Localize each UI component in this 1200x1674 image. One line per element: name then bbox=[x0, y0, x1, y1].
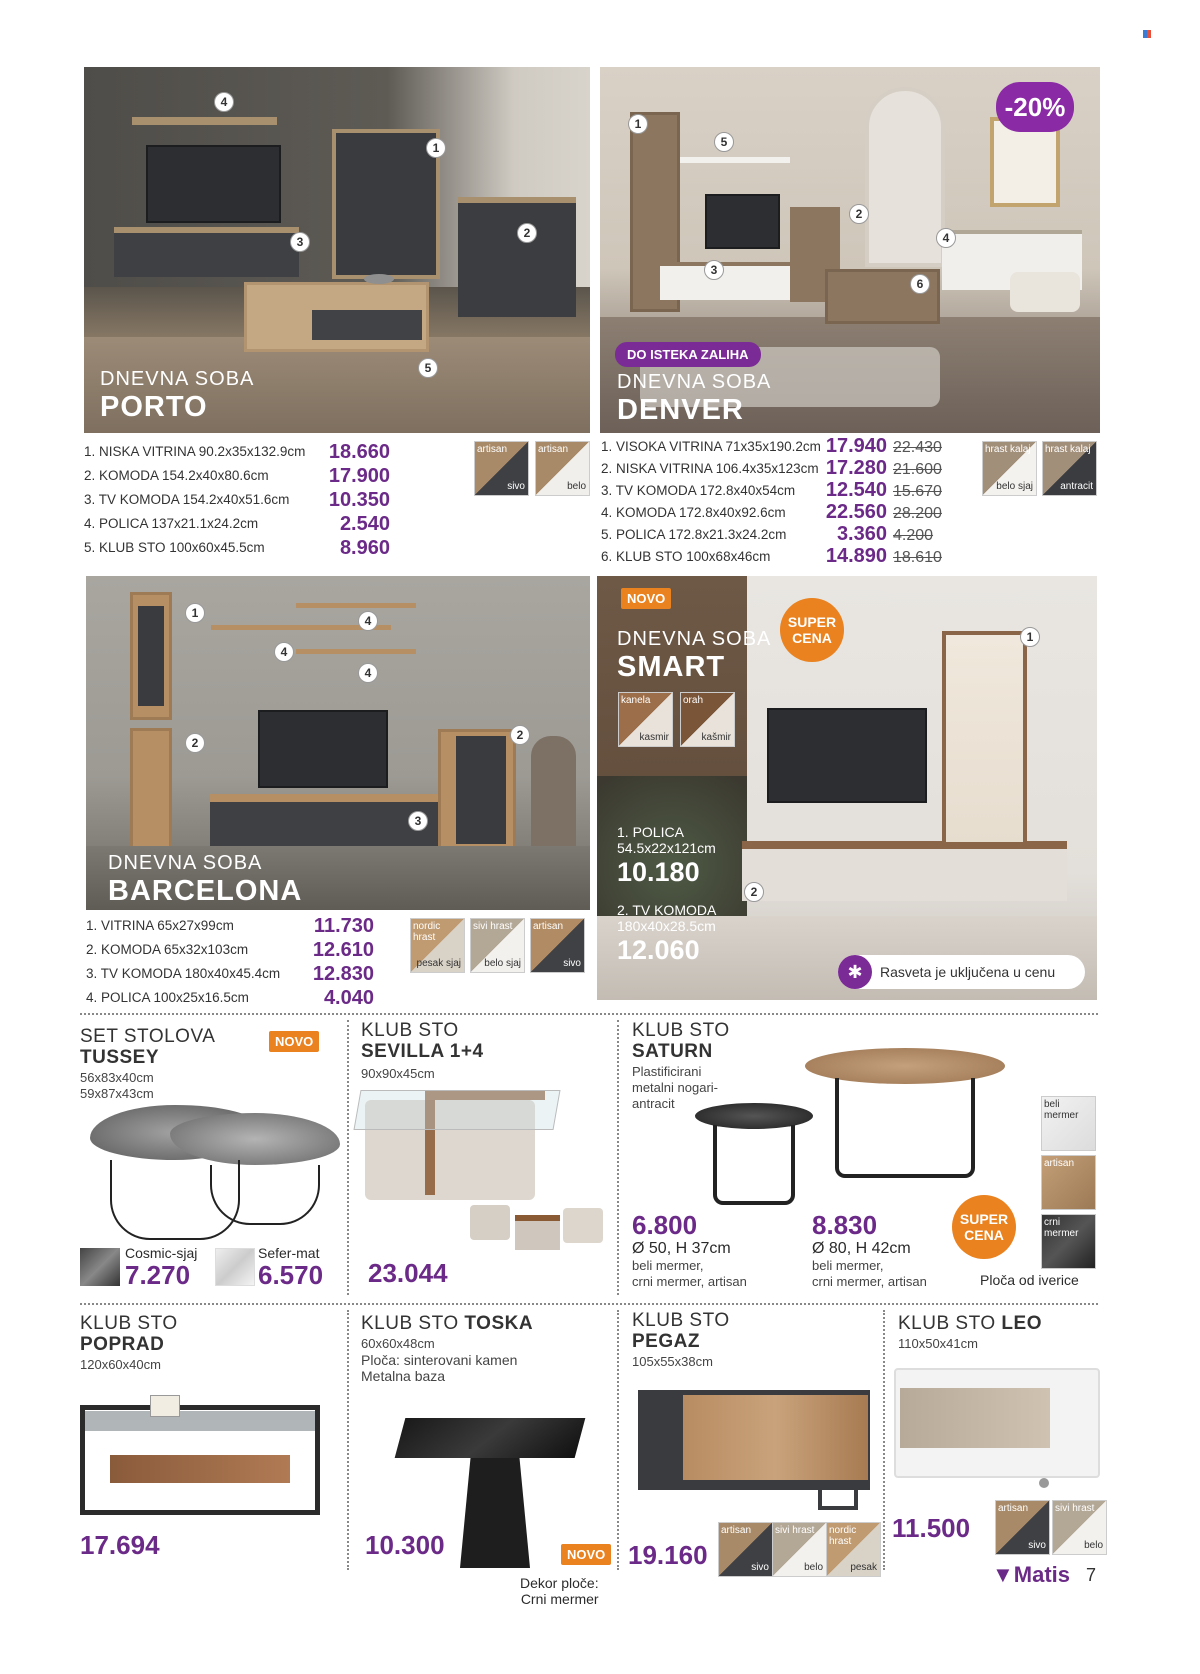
pegaz-dims: 105x55x38cm bbox=[632, 1354, 713, 1369]
leo-price: 11.500 bbox=[892, 1513, 971, 1543]
lightbulb-icon: ✱ bbox=[838, 955, 872, 989]
denver-marker-1: 1 bbox=[628, 114, 648, 134]
smart-novo-badge: NOVO bbox=[621, 588, 671, 609]
barcelona-title: DNEVNA SOBA BARCELONA bbox=[108, 852, 303, 907]
porto-marker-3: 3 bbox=[290, 232, 310, 252]
denver-discount-badge: -20% bbox=[996, 82, 1074, 132]
smart-marker-1: 1 bbox=[1020, 627, 1040, 647]
pegaz-title: KLUB STO PEGAZ bbox=[632, 1310, 730, 1352]
smart-swatch-orah: orah kašmir bbox=[680, 692, 735, 747]
denver-marker-3: 3 bbox=[704, 260, 724, 280]
smart-super-cena-badge: SUPER CENA bbox=[780, 598, 844, 662]
divider-col-3 bbox=[347, 1310, 349, 1570]
porto-item-5: 5. KLUB STO 100x60x45.5cm 8.960 bbox=[84, 537, 390, 559]
divider-col-1 bbox=[347, 1020, 349, 1295]
tussey-swatch-cosmic bbox=[80, 1248, 120, 1286]
denver-swatch-antracit: hrast kalaj antracit bbox=[1042, 441, 1097, 496]
poprad-table-image bbox=[80, 1395, 320, 1525]
porto-item-2: 2. KOMODA 154.2x40x80.6cm 17.900 bbox=[84, 465, 390, 487]
divider-col-4 bbox=[617, 1310, 619, 1570]
porto-marker-2: 2 bbox=[517, 223, 537, 243]
saturn-super-cena-badge: SUPER CENA bbox=[952, 1195, 1016, 1259]
brand-logo: ▼Matis bbox=[992, 1562, 1071, 1587]
barcelona-price-list: 1. VITRINA 65x27x99cm 11.730 2. KOMODA 65x32x103cm 12.610 3. TV KOMODA 180x40x45.4cm 12.830 4. POLICA 100x25x16.5cm 4.040 bbox=[86, 915, 374, 1009]
saturn-swatch-artisan: artisan bbox=[1041, 1155, 1096, 1210]
corner-logo-mark bbox=[1143, 30, 1151, 38]
toska-price: 10.300 bbox=[365, 1530, 445, 1560]
barcelona-marker-4c: 4 bbox=[358, 663, 378, 683]
toska-title: KLUB STO TOSKA bbox=[361, 1313, 534, 1334]
porto-item-4: 4. POLICA 137x21.1x24.2cm 2.540 bbox=[84, 513, 390, 535]
pegaz-swatch-nordic-pesak: nordic hrast pesak bbox=[826, 1522, 881, 1577]
page-number: 7 bbox=[1086, 1565, 1097, 1585]
barcelona-marker-2a: 2 bbox=[185, 733, 205, 753]
saturn-title: KLUB STO SATURN bbox=[632, 1020, 730, 1062]
barcelona-marker-4b: 4 bbox=[274, 642, 294, 662]
porto-item-1: 1. NISKA VITRINA 90.2x35x132.9cm 18.660 bbox=[84, 441, 390, 463]
denver-marker-5: 5 bbox=[714, 132, 734, 152]
denver-marker-6: 6 bbox=[910, 274, 930, 294]
divider-row-2 bbox=[80, 1303, 1098, 1305]
smart-item-2: 2. TV KOMODA 180x40x28.5cm 12.060 bbox=[617, 902, 717, 965]
denver-title: DNEVNA SOBA DENVER bbox=[617, 371, 772, 426]
barcelona-swatch-sivi-hrast: sivi hrast belo sjaj bbox=[470, 918, 525, 973]
tussey-dims: 56x83x40cm 59x87x43cm bbox=[80, 1070, 154, 1101]
barcelona-marker-4a: 4 bbox=[358, 611, 378, 631]
pegaz-swatch-artisan-sivo: artisan sivo bbox=[718, 1522, 773, 1577]
leo-title: KLUB STO LEO bbox=[898, 1313, 1042, 1334]
toska-decor: Dekor ploče: Crni mermer bbox=[520, 1575, 599, 1607]
tussey-swatch-sefer bbox=[215, 1248, 255, 1286]
saturn-desc: Plastificirani metalni nogari- antracit bbox=[632, 1064, 718, 1111]
pegaz-price: 19.160 bbox=[628, 1540, 708, 1570]
sevilla-price: 23.044 bbox=[368, 1258, 448, 1288]
divider-col-2 bbox=[617, 1020, 619, 1295]
saturn-option-2: 8.830 Ø 80, H 42cm beli mermer, crni mermer, artisan bbox=[812, 1210, 927, 1289]
leo-swatch-artisan-sivo: artisan sivo bbox=[995, 1500, 1050, 1555]
barcelona-swatch-nordic-hrast: nordic hrast pesak sjaj bbox=[410, 918, 465, 973]
sevilla-title: KLUB STO SEVILLA 1+4 bbox=[361, 1020, 484, 1062]
smart-light-note: ✱ Rasveta je uključena u cenu bbox=[838, 955, 1085, 989]
barcelona-marker-2b: 2 bbox=[510, 725, 530, 745]
barcelona-swatch-artisan-sivo: artisan sivo bbox=[530, 918, 585, 973]
pegaz-table-image bbox=[638, 1390, 870, 1510]
tussey-novo-badge: NOVO bbox=[269, 1031, 319, 1052]
tussey-option-1: Cosmic-sjaj 7.270 bbox=[125, 1245, 198, 1290]
denver-price-list: 1. VISOKA VITRINA 71x35x190.2cm 17.940 22.430 2. NISKA VITRINA 106.4x35x123cm 17.280 21.600 3. TV KOMODA 172.8x40x54cm 12.540 15.670 4. KOMODA 172.8x40x92.6cm 22.560 28.200 5. POLICA 172.8x21.3x24.2cm 3.360 4.200 6. KLUB STO 100x68x46cm 14.890 18.610 bbox=[601, 435, 942, 567]
saturn-small-table-image bbox=[695, 1103, 813, 1203]
smart-title: DNEVNA SOBA SMART bbox=[617, 628, 772, 683]
divider-col-5 bbox=[883, 1310, 885, 1570]
brand-mark-icon: ▼ bbox=[992, 1562, 1014, 1587]
poprad-dims: 120x60x40cm bbox=[80, 1357, 161, 1372]
porto-marker-5: 5 bbox=[418, 358, 438, 378]
sevilla-table-image bbox=[365, 1090, 610, 1250]
poprad-title: KLUB STO POPRAD bbox=[80, 1313, 178, 1355]
denver-swatch-belo-sjaj: hrast kalaj belo sjaj bbox=[982, 441, 1037, 496]
porto-swatch-artisan-sivo: artisan sivo bbox=[474, 441, 529, 496]
porto-swatch-artisan-belo: artisan belo bbox=[535, 441, 590, 496]
leo-dims: 110x50x41cm bbox=[898, 1336, 978, 1351]
porto-price-list bbox=[84, 440, 390, 560]
saturn-swatch-crni-mermer: crni mermer bbox=[1041, 1214, 1096, 1269]
leo-swatch-sivi-hrast-belo: sivi hrast belo bbox=[1052, 1500, 1107, 1555]
barcelona-marker-3: 3 bbox=[408, 811, 428, 831]
pegaz-swatch-sivi-hrast-belo: sivi hrast belo bbox=[772, 1522, 827, 1577]
saturn-large-table-image bbox=[805, 1048, 1005, 1178]
smart-item-1: 1. POLICA 54.5x22x121cm 10.180 bbox=[617, 824, 716, 887]
porto-marker-1: 1 bbox=[426, 138, 446, 158]
toska-novo-badge: NOVO bbox=[561, 1544, 611, 1565]
leo-table-image bbox=[894, 1368, 1100, 1493]
smart-swatch-kanela: kanela kasmir bbox=[618, 692, 673, 747]
sevilla-dims: 90x90x45cm bbox=[361, 1066, 435, 1081]
tussey-title: SET STOLOVA TUSSEY bbox=[80, 1026, 216, 1068]
porto-marker-4: 4 bbox=[214, 92, 234, 112]
smart-marker-2: 2 bbox=[744, 882, 764, 902]
divider-row-1 bbox=[80, 1013, 1098, 1015]
saturn-option-1: 6.800 Ø 50, H 37cm beli mermer, crni mermer, artisan bbox=[632, 1210, 747, 1289]
barcelona-marker-1: 1 bbox=[185, 603, 205, 623]
denver-marker-4: 4 bbox=[936, 228, 956, 248]
tussey-option-2: Sefer-mat 6.570 bbox=[258, 1245, 324, 1290]
porto-title: DNEVNA SOBA PORTO bbox=[100, 368, 255, 423]
denver-promo-tag: DO ISTEKA ZALIHA bbox=[615, 342, 761, 367]
toska-desc: 60x60x48cm Ploča: sinterovani kamen Metalna baza bbox=[361, 1336, 518, 1384]
saturn-swatch-beli-mermer: beli mermer bbox=[1041, 1096, 1096, 1151]
poprad-price: 17.694 bbox=[80, 1530, 160, 1560]
denver-marker-2: 2 bbox=[849, 204, 869, 224]
porto-item-3: 3. TV KOMODA 154.2x40x51.6cm 10.350 bbox=[84, 489, 390, 511]
saturn-note: Ploča od iverice bbox=[980, 1272, 1079, 1288]
tussey-table-image bbox=[90, 1105, 340, 1240]
